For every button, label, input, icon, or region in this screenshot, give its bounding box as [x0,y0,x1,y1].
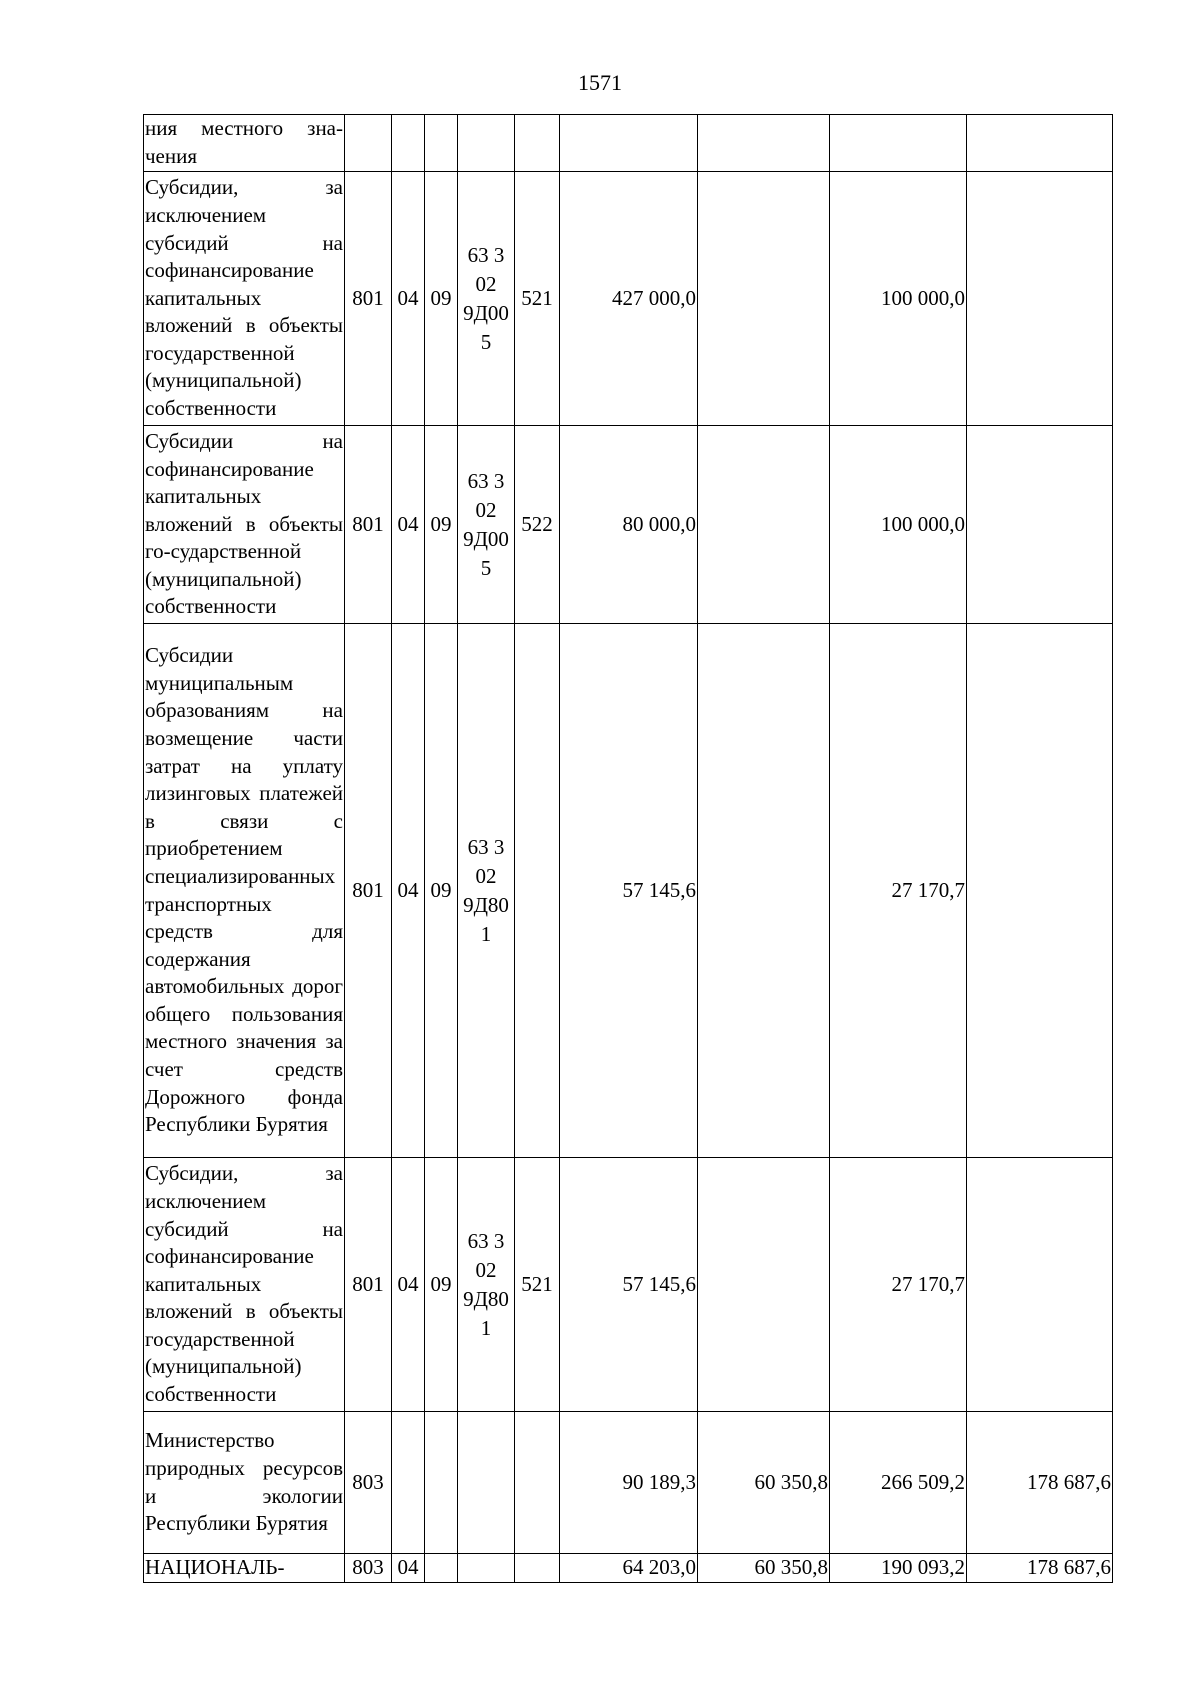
page-number: 1571 [578,70,622,95]
vr-code [515,1554,560,1583]
value-2: 60 350,8 [698,1554,830,1583]
vr-code: 522 [515,426,560,624]
rz-code: 04 [392,426,425,624]
csr-code [458,115,515,172]
rz-code: 04 [392,624,425,1158]
rz-code [392,1412,425,1554]
pr-code [425,1554,458,1583]
pr-code [425,1412,458,1554]
value-1: 90 189,3 [560,1412,698,1554]
row-name: Министерство природных ресурсов и экологии Республики Бурятия [144,1412,345,1554]
vr-code: 521 [515,172,560,426]
ved-code: 801 [345,172,392,426]
row-name: Субсидии, за исключением субсидий на софинансирование капитальных вложений в объекты государственной (муниципальной) собственности [144,1158,345,1412]
value-2 [698,115,830,172]
value-1: 427 000,0 [560,172,698,426]
row-name: НАЦИОНАЛЬ- [144,1554,345,1583]
rz-code: 04 [392,1554,425,1583]
csr-code [458,1554,515,1583]
value-3: 27 170,7 [830,1158,967,1412]
csr-code [458,1412,515,1554]
rz-code: 04 [392,172,425,426]
rz-code: 04 [392,1158,425,1412]
csr-code: 63 3 02 9Д00 5 [458,172,515,426]
pr-code [425,115,458,172]
value-4 [967,115,1113,172]
row-name: Субсидии на софинансирование капитальных вложений в объекты го-сударственной (муниципальной) собственности [144,426,345,624]
value-4 [967,426,1113,624]
value-4 [967,624,1113,1158]
pr-code: 09 [425,1158,458,1412]
ved-code: 801 [345,1158,392,1412]
value-3: 266 509,2 [830,1412,967,1554]
row-name: ния местного зна-чения [144,115,345,172]
value-4 [967,172,1113,426]
value-2 [698,1158,830,1412]
value-1: 80 000,0 [560,426,698,624]
value-4: 178 687,6 [967,1412,1113,1554]
value-4: 178 687,6 [967,1554,1113,1583]
value-1 [560,115,698,172]
value-3: 100 000,0 [830,426,967,624]
csr-code: 63 3 02 9Д80 1 [458,1158,515,1412]
table-row [144,1412,1113,1554]
value-3: 100 000,0 [830,172,967,426]
table-row [144,426,1113,624]
budget-table [143,114,1113,1583]
value-1: 64 203,0 [560,1554,698,1583]
value-3 [830,115,967,172]
value-1: 57 145,6 [560,1158,698,1412]
table-row [144,1158,1113,1412]
row-name: Субсидии муниципальным образованиям на возмещение части затрат на уплату лизинговых платежей в связи с приобретением специализированных транспортных средств для содержания автомобильных дорог общего пользования местного значения за счет средств Дорожного фонда Республики Бурятия [144,624,345,1158]
ved-code: 801 [345,426,392,624]
vr-code [515,115,560,172]
value-2: 60 350,8 [698,1412,830,1554]
ved-code: 803 [345,1412,392,1554]
rz-code [392,115,425,172]
value-3: 27 170,7 [830,624,967,1158]
value-1: 57 145,6 [560,624,698,1158]
value-2 [698,426,830,624]
table-row [144,624,1113,1158]
pr-code: 09 [425,624,458,1158]
ved-code: 803 [345,1554,392,1583]
value-2 [698,624,830,1158]
pr-code: 09 [425,426,458,624]
table-row [144,1554,1113,1583]
vr-code: 521 [515,1158,560,1412]
vr-code [515,624,560,1158]
ved-code [345,115,392,172]
csr-code: 63 3 02 9Д00 5 [458,426,515,624]
pr-code: 09 [425,172,458,426]
value-4 [967,1158,1113,1412]
csr-code: 63 3 02 9Д80 1 [458,624,515,1158]
table-row [144,172,1113,426]
value-2 [698,172,830,426]
ved-code: 801 [345,624,392,1158]
value-3: 190 093,2 [830,1554,967,1583]
row-name: Субсидии, за исключением субсидий на софинансирование капитальных вложений в объекты государственной (муниципальной) собственности [144,172,345,426]
table-row [144,115,1113,172]
vr-code [515,1412,560,1554]
